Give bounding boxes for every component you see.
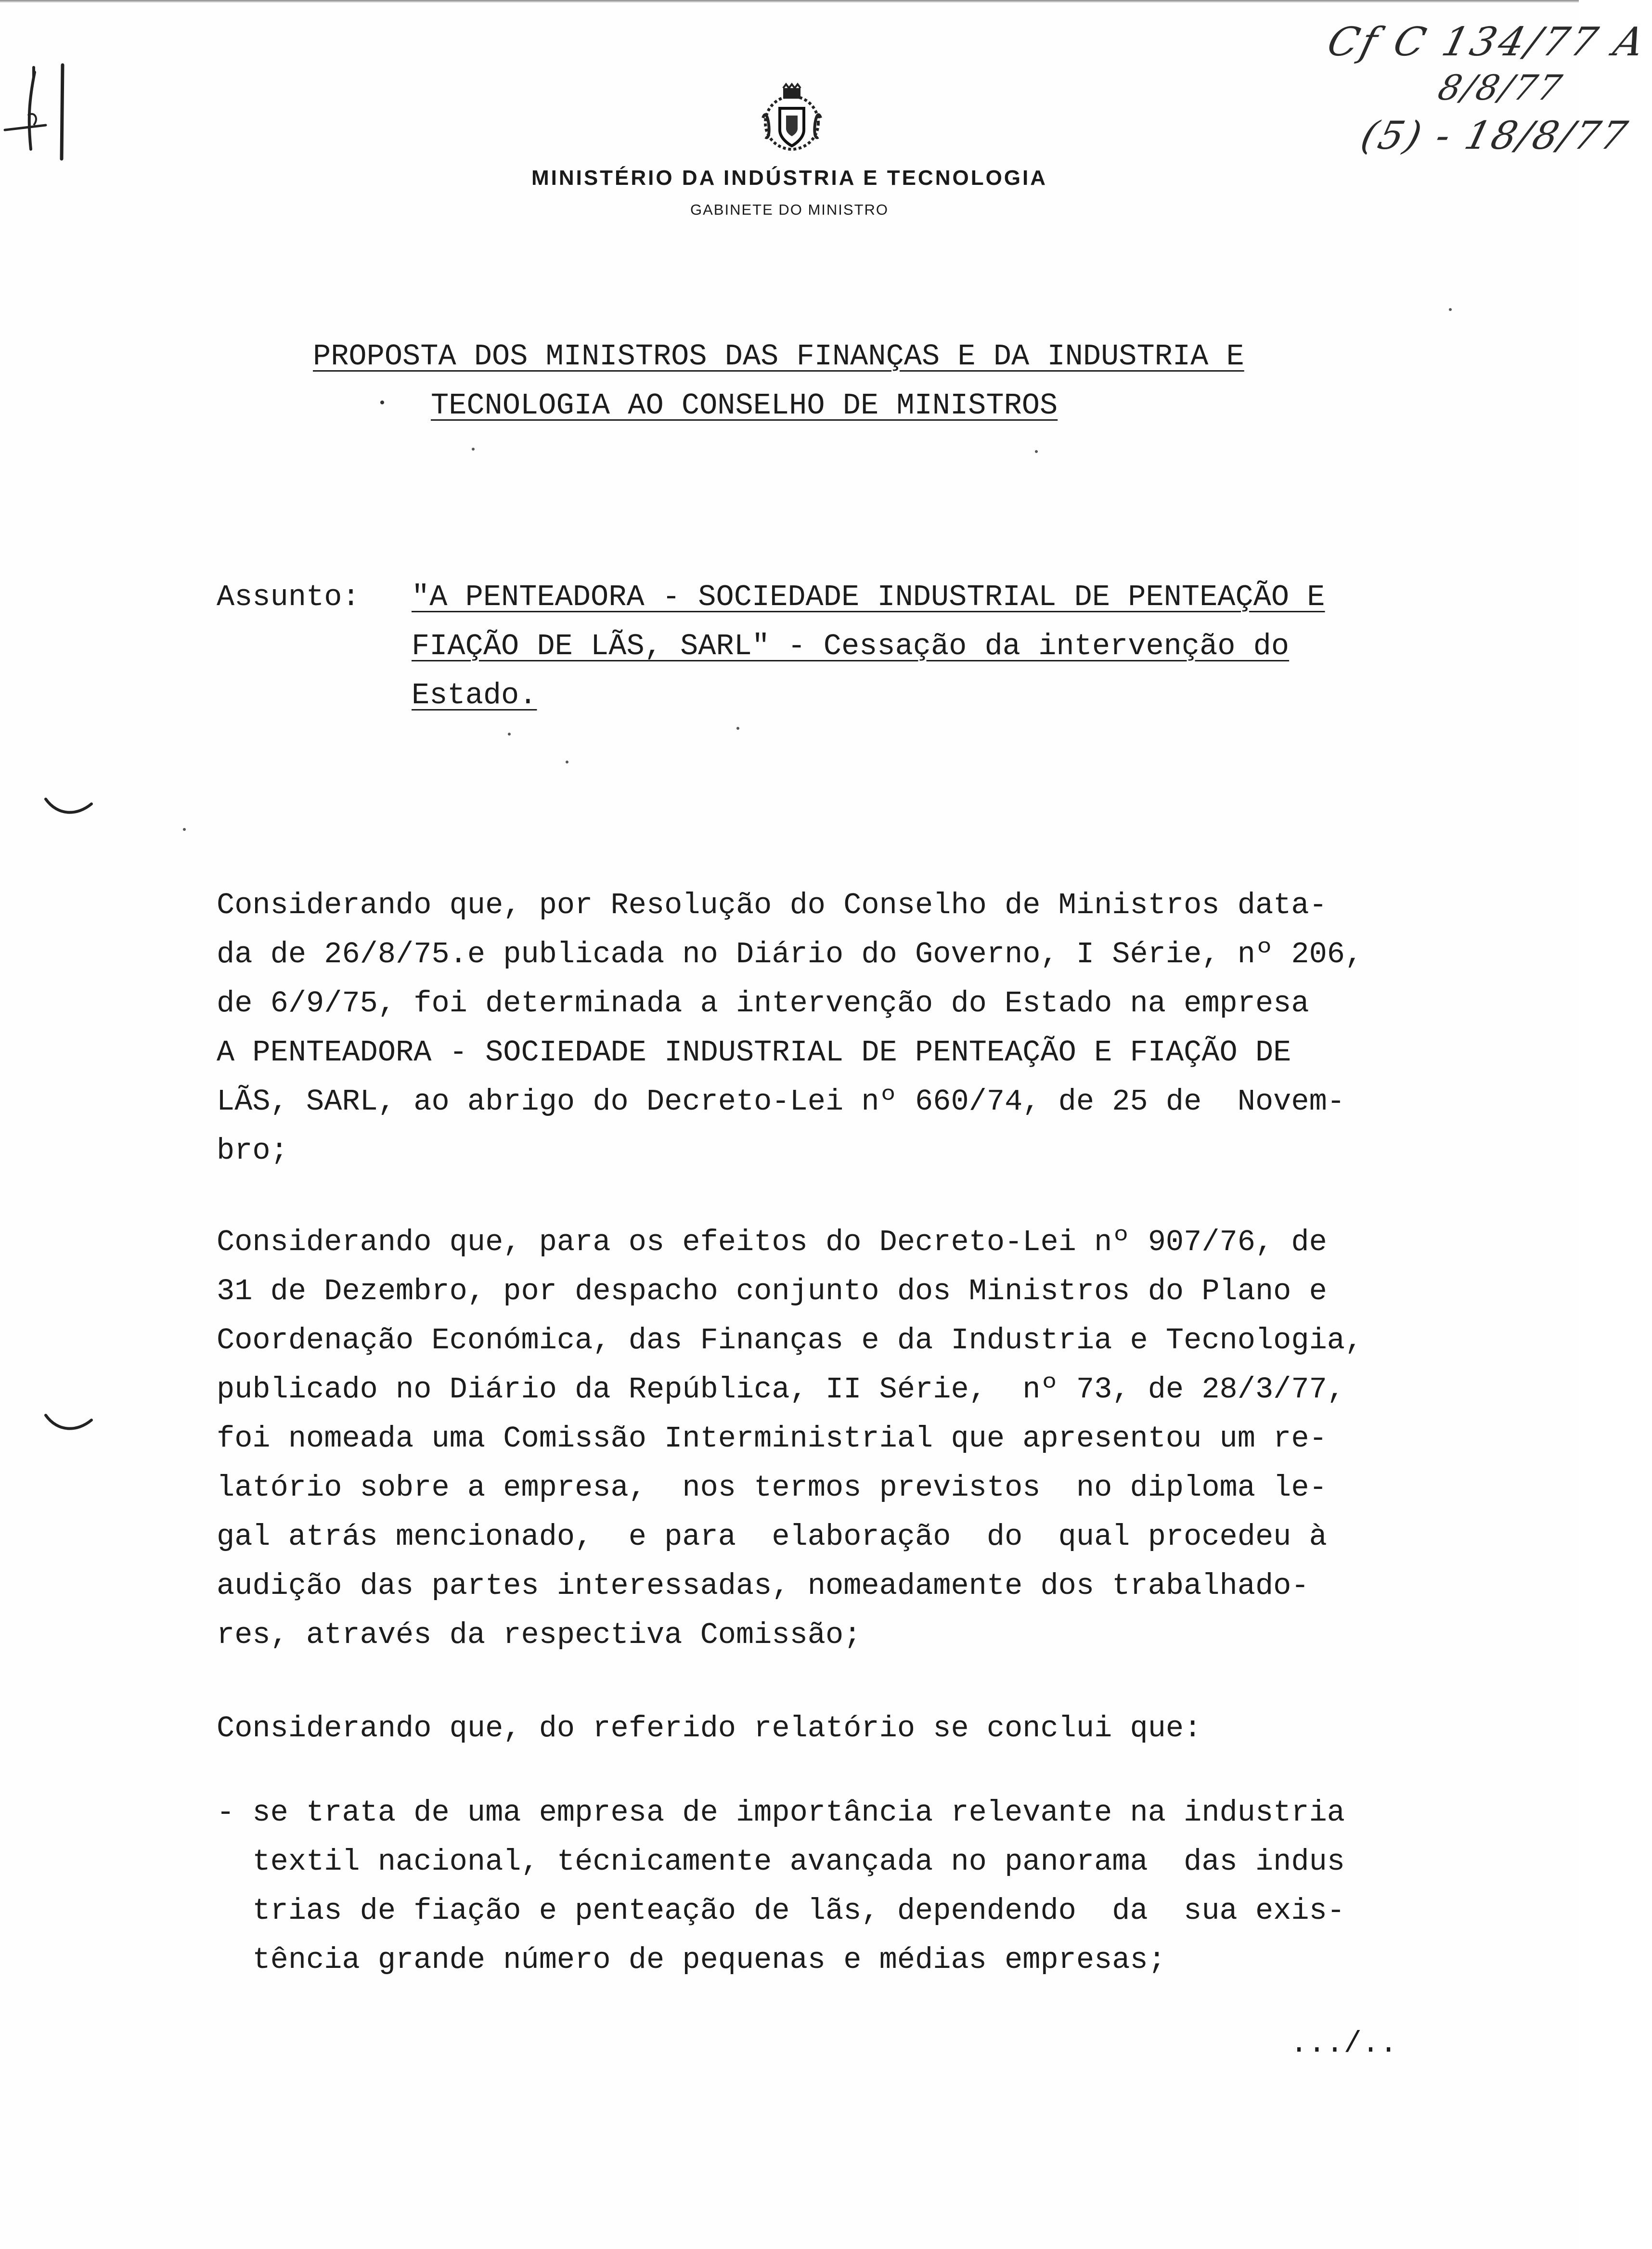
paragraph-line: tência grande número de pequenas e médias empresas; — [217, 1943, 1166, 1977]
paragraph-line: de 6/9/75, foi determinada a intervenção do Estado na empresa — [217, 986, 1309, 1021]
paragraph-line: A PENTEADORA - SOCIEDADE INDUSTRIAL DE PENTEAÇÃO E FIAÇÃO DE — [217, 1035, 1291, 1070]
paragraph-line: latório sobre a empresa, nos termos previstos no diploma le- — [217, 1471, 1327, 1505]
document-title — [313, 332, 1244, 430]
paragraph-conclusion-item — [217, 1788, 1345, 1985]
scan-speck — [1035, 450, 1038, 453]
subject-line: Estado. — [412, 678, 537, 712]
subject-line: FIAÇÃO DE LÃS, SARL" - Cessação da intervenção do — [412, 629, 1290, 663]
scan-speck — [508, 733, 511, 736]
paragraph-line: trias de fiação e penteação de lãs, dependendo da sua exis- — [217, 1894, 1345, 1928]
paragraph-line: da de 26/8/75.e publicada no Diário do Governo, I Série, nº 206, — [217, 937, 1363, 971]
annotation-line: Cf C 134/77 A — [1323, 19, 1652, 65]
scan-speck — [472, 448, 475, 451]
paragraph-line: 31 de Dezembro, por despacho conjunto dos Ministros do Plano e — [217, 1274, 1327, 1308]
paragraph-conclusion-intro — [217, 1704, 1201, 1753]
annotation-line: (5) - 18/8/77 — [1356, 113, 1634, 158]
margin-tick-mark — [43, 1410, 96, 1439]
paragraph-line: audição das partes interessadas, nomeadamente dos trabalhado- — [217, 1569, 1309, 1603]
paragraph-line: Considerando que, por Resolução do Conselho de Ministros data- — [217, 888, 1327, 922]
paragraph-line: res, através da respectiva Comissão; — [217, 1618, 862, 1652]
paragraph-commission — [217, 1218, 1363, 1660]
paragraph-line: Considerando que, do referido relatório se conclui que: — [217, 1711, 1202, 1745]
paragraph-line: publicado no Diário da República, II Série, nº 73, de 28/3/77, — [217, 1372, 1345, 1407]
ministry-office: GABINETE DO MINISTRO — [690, 201, 889, 218]
paragraph-line: bro; — [217, 1134, 288, 1168]
paragraph-line: Coordenação Económica, das Finanças e da Industria e Tecnologia, — [217, 1323, 1363, 1357]
paragraph-line: - se trata de uma empresa de importância relevante na industria — [217, 1796, 1345, 1830]
paragraph-line: Considerando que, para os efeitos do Decreto-Lei nº 907/76, de — [217, 1225, 1327, 1259]
margin-handwritten-mark — [0, 58, 82, 168]
ministry-name: MINISTÉRIO DA INDÚSTRIA E TECNOLOGIA — [531, 166, 1048, 190]
scan-speck — [183, 828, 186, 831]
scan-speck — [1449, 308, 1452, 311]
title-line-1: PROPOSTA DOS MINISTROS DAS FINANÇAS E DA INDUSTRIA E — [313, 339, 1244, 374]
scan-speck — [736, 727, 739, 730]
paragraph-line: foi nomeada uma Comissão Interministrial que apresentou um re- — [217, 1422, 1327, 1456]
page-continuation-marker: .../.. — [1290, 2027, 1398, 2061]
subject-label: Assunto: — [217, 580, 360, 614]
paragraph-line: textil nacional, técnicamente avançada no panorama das indus — [217, 1845, 1345, 1879]
coat-of-arms-emblem — [758, 84, 826, 156]
scan-dot — [380, 401, 384, 404]
title-line-2: TECNOLOGIA AO CONSELHO DE MINISTROS — [431, 388, 1058, 423]
subject-text — [412, 573, 1325, 720]
annotation-line: 8/8/77 — [1434, 67, 1568, 108]
paragraph-line: LÃS, SARL, ao abrigo do Decreto-Lei nº 660/74, de 25 de Novem- — [217, 1085, 1345, 1119]
scan-speck — [566, 761, 568, 763]
paragraph-line: gal atrás mencionado, e para elaboração do qual procedeu à — [217, 1520, 1327, 1554]
paragraph-resolution — [217, 881, 1363, 1176]
scan-top-edge — [0, 0, 1579, 3]
margin-tick-mark — [43, 794, 96, 823]
subject-line: "A PENTEADORA - SOCIEDADE INDUSTRIAL DE PENTEAÇÃO E — [412, 580, 1325, 614]
